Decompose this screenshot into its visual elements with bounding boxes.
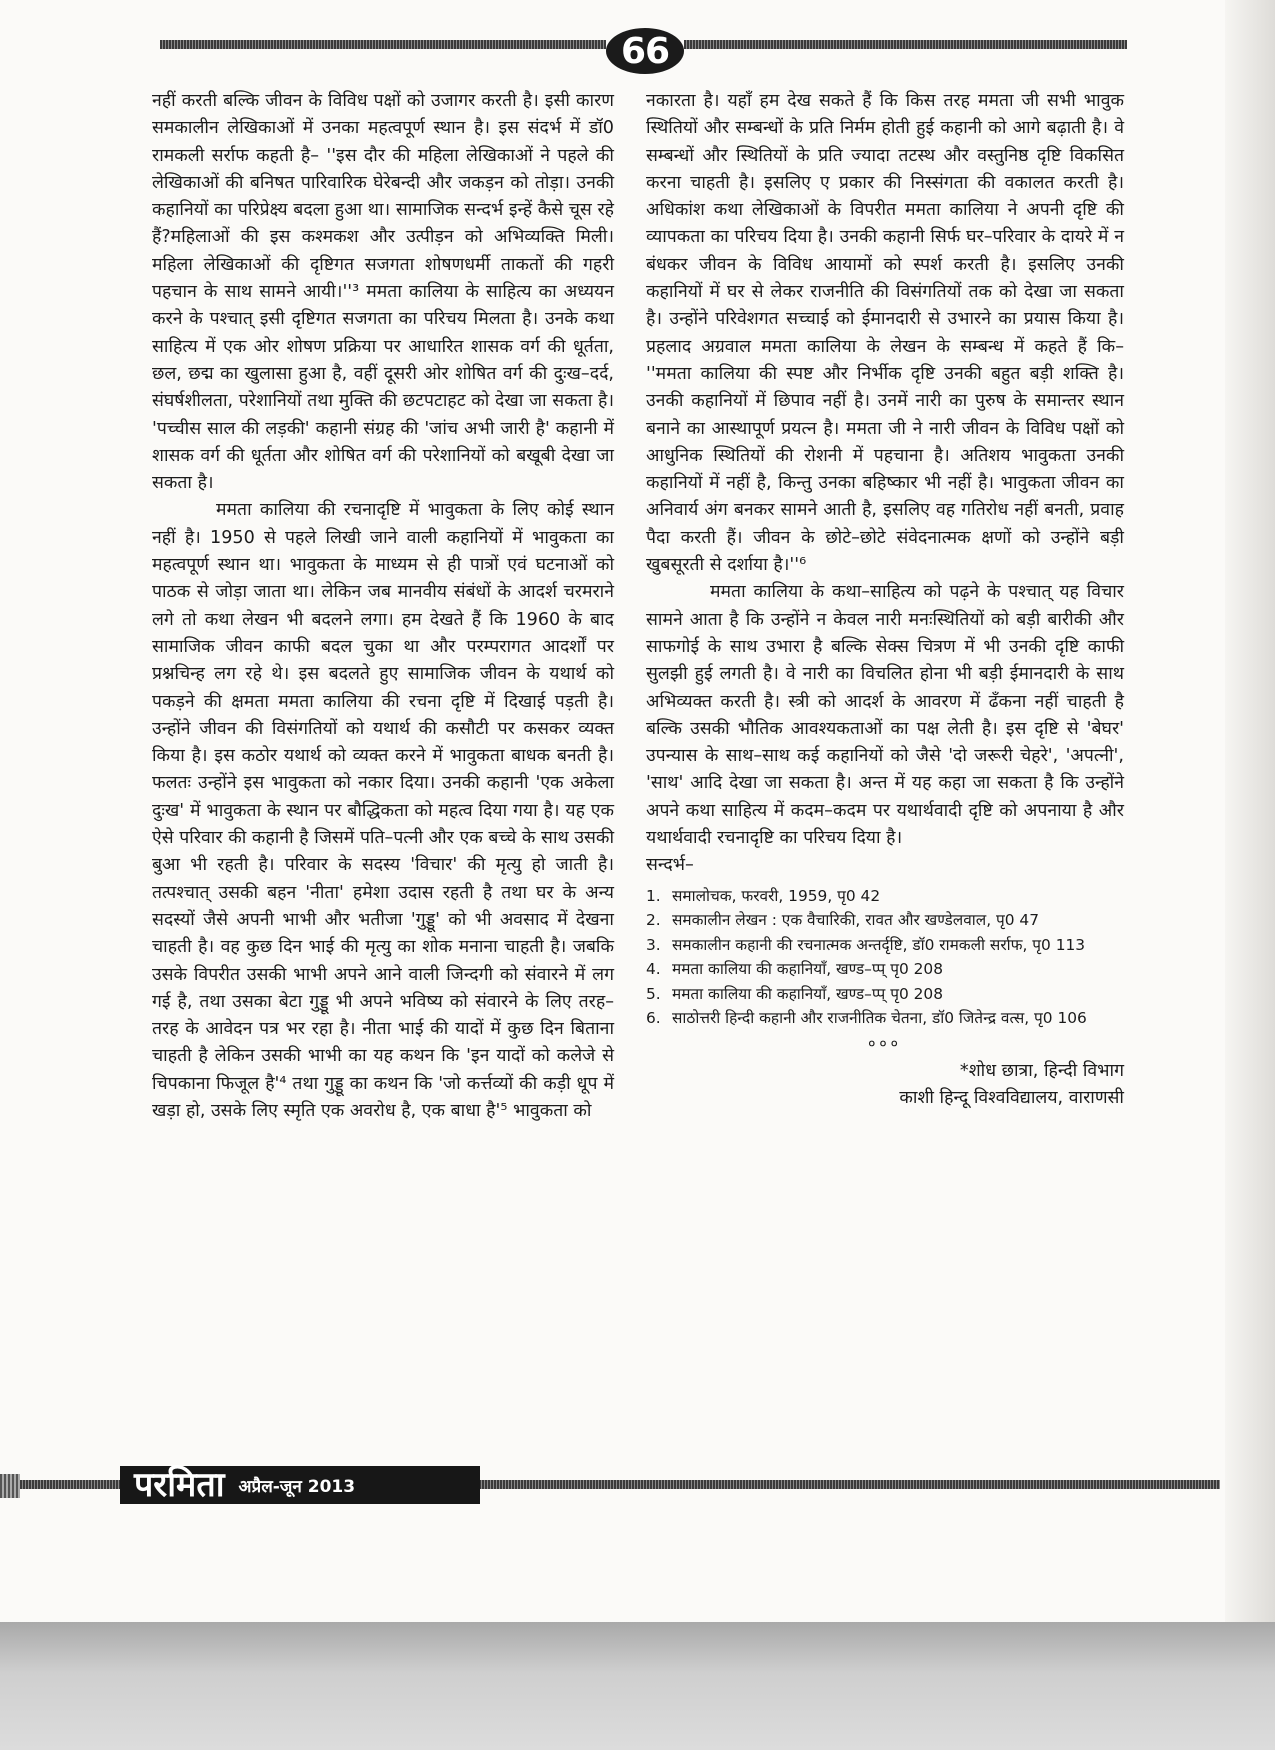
paragraph: नकारता है। यहाँ हम देख सकते हैं कि किस तरह ममता जी सभी भावुक स्थितियों और सम्बन्धों के प्रति निर्मम होती हुई कहानी को आगे बढ़ाती है। वे सम्बन्धों और स्थितियों के प्रति ज्यादा तटस्थ और वस्तुनिष्ठ दृष्टि विकसित करना चाहती है। इसलिए ए प्रकार की निस्संगता की वकालत करती है। अधिकांश कथा लेखिकाओं के विपरीत ममता कालिया ने अपनी दृष्टि की व्यापकता का परिचय दिया है। उनकी कहानी सिर्फ घर–परिवार के दायरे में न बंधकर जीवन के विविध आयामों को स्पर्श करती है। इसलिए उनकी कहानियों में घर से लेकर राजनीति की विसंगतियों तक को देखा जा सकता है। उन्होंने परिवेशगत सच्चाई को ईमानदारी से उभारने का प्रयास किया है। प्रहलाद अग्रवाल ममता कालिया के लेखन के सम्बन्ध में कहते हैं कि– ''ममता कालिया की स्पष्ट और निर्भीक दृष्टि उनकी बहुत बड़ी शक्ति है। उनकी कहानियों में छिपाव नहीं है। उनमें नारी का पुरुष के समान्तर स्थान बनाने का आस्थापूर्ण प्रयत्न है। ममता जी ने नारी जीवन के विविध पक्षों को आधुनिक स्थितियों की रोशनी में पहचाना है। अतिशय भावुकता उनकी कहानियों में नहीं है, किन्तु उनका बहिष्कार भी नहीं है। भावुकता जीवन का अनिवार्य अंग बनकर सामने आती है, इसलिए वह गतिरोध नहीं बनती, प्रवाह पैदा करती हैं। जीवन के छोटे–छोटे संवेदनात्मक क्षणों को उन्होंने बड़ी खुबसूरती से दर्शाया है।''⁶ (646, 91, 1124, 576)
paragraph: नहीं करती बल्कि जीवन के विविध पक्षों को उजागर करती है। इसी कारण समकालीन लेखिकाओं में उनका महत्वपूर्ण स्थान है। इस संदर्भ में डॉ0 रामकली सर्राफ कहती है– ''इस दौर की महिला लेखिकाओं ने पहले की लेखिकाओं की बनिषत पारिवारिक घेरेबन्दी और जकड़न को तोड़ा। उनकी कहानियों का परिप्रेक्ष्य बदला हुआ था। सामाजिक सन्दर्भ इन्हें कैसे चूस रहे हैं?महिलाओं की इस कश्मकश और उत्पीड़न को अभिव्यक्ति मिली। महिला लेखिकाओं की दृष्टिगत सजगता शोषणधर्मी ताकतों की गहरी पहचान के साथ सामने आयी।''³ ममता कालिया के साहित्य का अध्ययन करने के पश्चात् इसी दृष्टिगत सजगता का परिचय मिलता है। उनके कथा साहित्य में एक ओर शोषण प्रक्रिया पर आधारित शासक वर्ग की धूर्तता, छल, छद्म का खुलासा हुआ है, वहीं दूसरी ओर शोषित वर्ग की दुःख–दर्द, संघर्षशीलता, परेशानियों तथा मुक्ति की छटपटाहट को देखा जा सकता है। 'पच्चीस साल की लड़की' कहानी संग्रह की 'जांच अभी जारी है' कहानी में शासक वर्ग की धूर्तता और शोषित वर्ग की परेशानियों को बखूबी देखा जा सकता है। (152, 91, 614, 494)
footer-banner (120, 1466, 480, 1504)
section-separator: ००० (868, 1035, 902, 1052)
reference-text: समकालीन लेखन : एक वैचारिकी, रावत और खण्डेलवाल, पृ0 47 (672, 911, 1039, 930)
paragraph: ममता कालिया के कथा–साहित्य को पढ़ने के पश्चात् यह विचार सामने आता है कि उन्होंने न केवल नारी मनःस्थितियों को बड़ी बारीकी और साफगोई के साथ उभारा है बल्कि सेक्स चित्रण में भी उनकी दृष्टि काफी सुलझी हुई लगती है। वे नारी का विचलित होना भी बड़ी ईमानदारी के साथ अभिव्यक्त करती है। स्त्री को आदर्श के आवरण में ढँकना नहीं चाहती है बल्कि उसकी भौतिक आवश्यकताओं का पक्ष लेती है। इस दृष्टि से 'बेघर' उपन्यास के साथ–साथ कई कहानियों को जैसे 'दो जरूरी चेहरे', 'अपत्नी', 'साथ' आदि देखा जा सकता है। अन्त में यह कहा जा सकता है कि उन्होंने अपने कथा साहित्य में कदम–कदम पर यथार्थवादी दृष्टि को अपनाया है और यथार्थवादी रचनादृष्टि का परिचय दिया है। (646, 582, 1124, 849)
reference-item (646, 957, 1124, 982)
journal-title: परमिता (134, 1465, 225, 1505)
author-affiliation: *शोध छात्रा, हिन्दी विभाग (959, 1060, 1124, 1081)
reference-number: 2. (646, 911, 661, 930)
reference-item (646, 884, 1124, 909)
references-heading: सन्दर्भ– (646, 855, 694, 876)
binding-edge-mark (0, 1474, 20, 1498)
reference-item (646, 908, 1124, 933)
reference-number: 3. (646, 935, 661, 954)
left-column (152, 88, 614, 1125)
reference-text: समालोचक, फरवरी, 1959, पृ0 42 (672, 886, 881, 905)
reference-item (646, 982, 1124, 1007)
author-institution: काशी हिन्दू विश्वविद्यालय, वाराणसी (899, 1087, 1124, 1108)
page-number-badge (606, 28, 684, 74)
issue-date: अप्रैल-जून 2013 (238, 1476, 356, 1497)
right-column (646, 88, 1124, 1112)
scanner-background (0, 1622, 1275, 1750)
reference-number: 6. (646, 1009, 661, 1028)
page-number: 66 (620, 30, 670, 72)
paragraph: ममता कालिया की रचनादृष्टि में भावुकता के लिए कोई स्थान नहीं है। 1950 से पहले लिखी जाने वाली कहानियों में भावुकता का महत्वपूर्ण स्थान था। भावुकता के माध्यम से ही पात्रों एवं घटनाओं को पाठक से जोड़ा जाता था। लेकिन जब मानवीय संबंधों के आदर्श चरमराने लगे तो कथा लेखन भी बदलने लगा। हम देखते हैं कि 1960 के बाद सामाजिक जीवन काफी बदल चुका था और परम्परागत आदर्शों पर प्रश्नचिन्ह लग रहे थे। इस बदलते हुए सामाजिक जीवन के यथार्थ को पकड़ने की क्षमता ममता कालिया की रचना दृष्टि में दिखाई पड़ती है। उन्होंने जीवन की विसंगतियों को यथार्थ की कसौटी पर कसकर व्यक्त किया है। इस कठोर यथार्थ को व्यक्त करने में भावुकता बाधक बनती है। फलतः उन्होंने इस भावुकता को नकार दिया। उनकी कहानी 'एक अकेला दुःख' में भावुकता के स्थान पर बौद्धिकता को महत्व दिया गया है। यह एक ऐसे परिवार की कहानी है जिसमें पति–पत्नी और एक बच्चे के साथ उसकी बुआ भी रहती है। परिवार के सदस्य 'विचार' की मृत्यु हो जाती है। तत्पश्चात् उसकी बहन 'नीता' हमेशा उदास रहती है तथा घर के अन्य सदस्यों जैसे अपनी भाभी और भतीजा 'गुड्डू' को भी अवसाद में देखना चाहती है। वह कुछ दिन भाई की मृत्यु का शोक मनाना चाहती है। जबकि उसके विपरीत उसकी भाभी अपने आने वाली जिन्दगी को संवारने में लग गई है, तथा उसका बेटा गुड्डू भी अपने भविष्य को संवारने के लिए तरह–तरह के आवेदन पत्र भर रहा है। नीता भाई की यादों में कुछ दिन बिताना चाहती है लेकिन उसकी भाभी का यह कथन कि 'इन यादों को कलेजे से चिपकाना फिजूल है'⁴ तथा गुड्डू का कथन कि 'जो कर्त्तव्यों की कड़ी धूप में खड़ा हो, उसके लिए स्मृति एक अवरोध है, एक बाधा है'⁵ भावुकता को (152, 500, 614, 1121)
reference-text: समकालीन कहानी की रचनात्मक अन्तर्दृष्टि, डॉ0 रामकली सर्राफ, पृ0 113 (672, 935, 1086, 954)
page-edge-shadow (1225, 0, 1275, 1622)
reference-text: ममता कालिया की कहानियाँ, खण्ड–प्प् पृ0 208 (672, 960, 943, 979)
reference-item (646, 933, 1124, 958)
reference-number: 1. (646, 886, 661, 905)
reference-number: 4. (646, 960, 661, 979)
reference-text: साठोत्तरी हिन्दी कहानी और राजनीतिक चेतना, डॉ0 जितेन्द्र वत्स, पृ0 106 (672, 1009, 1087, 1028)
references-list (646, 884, 1124, 1031)
reference-number: 5. (646, 984, 661, 1003)
header-rule-left (160, 40, 606, 49)
reference-item (646, 1006, 1124, 1031)
reference-text: ममता कालिया की कहानियाँ, खण्ड–प्प् पृ0 208 (672, 984, 943, 1003)
header-rule-right (684, 40, 1127, 49)
